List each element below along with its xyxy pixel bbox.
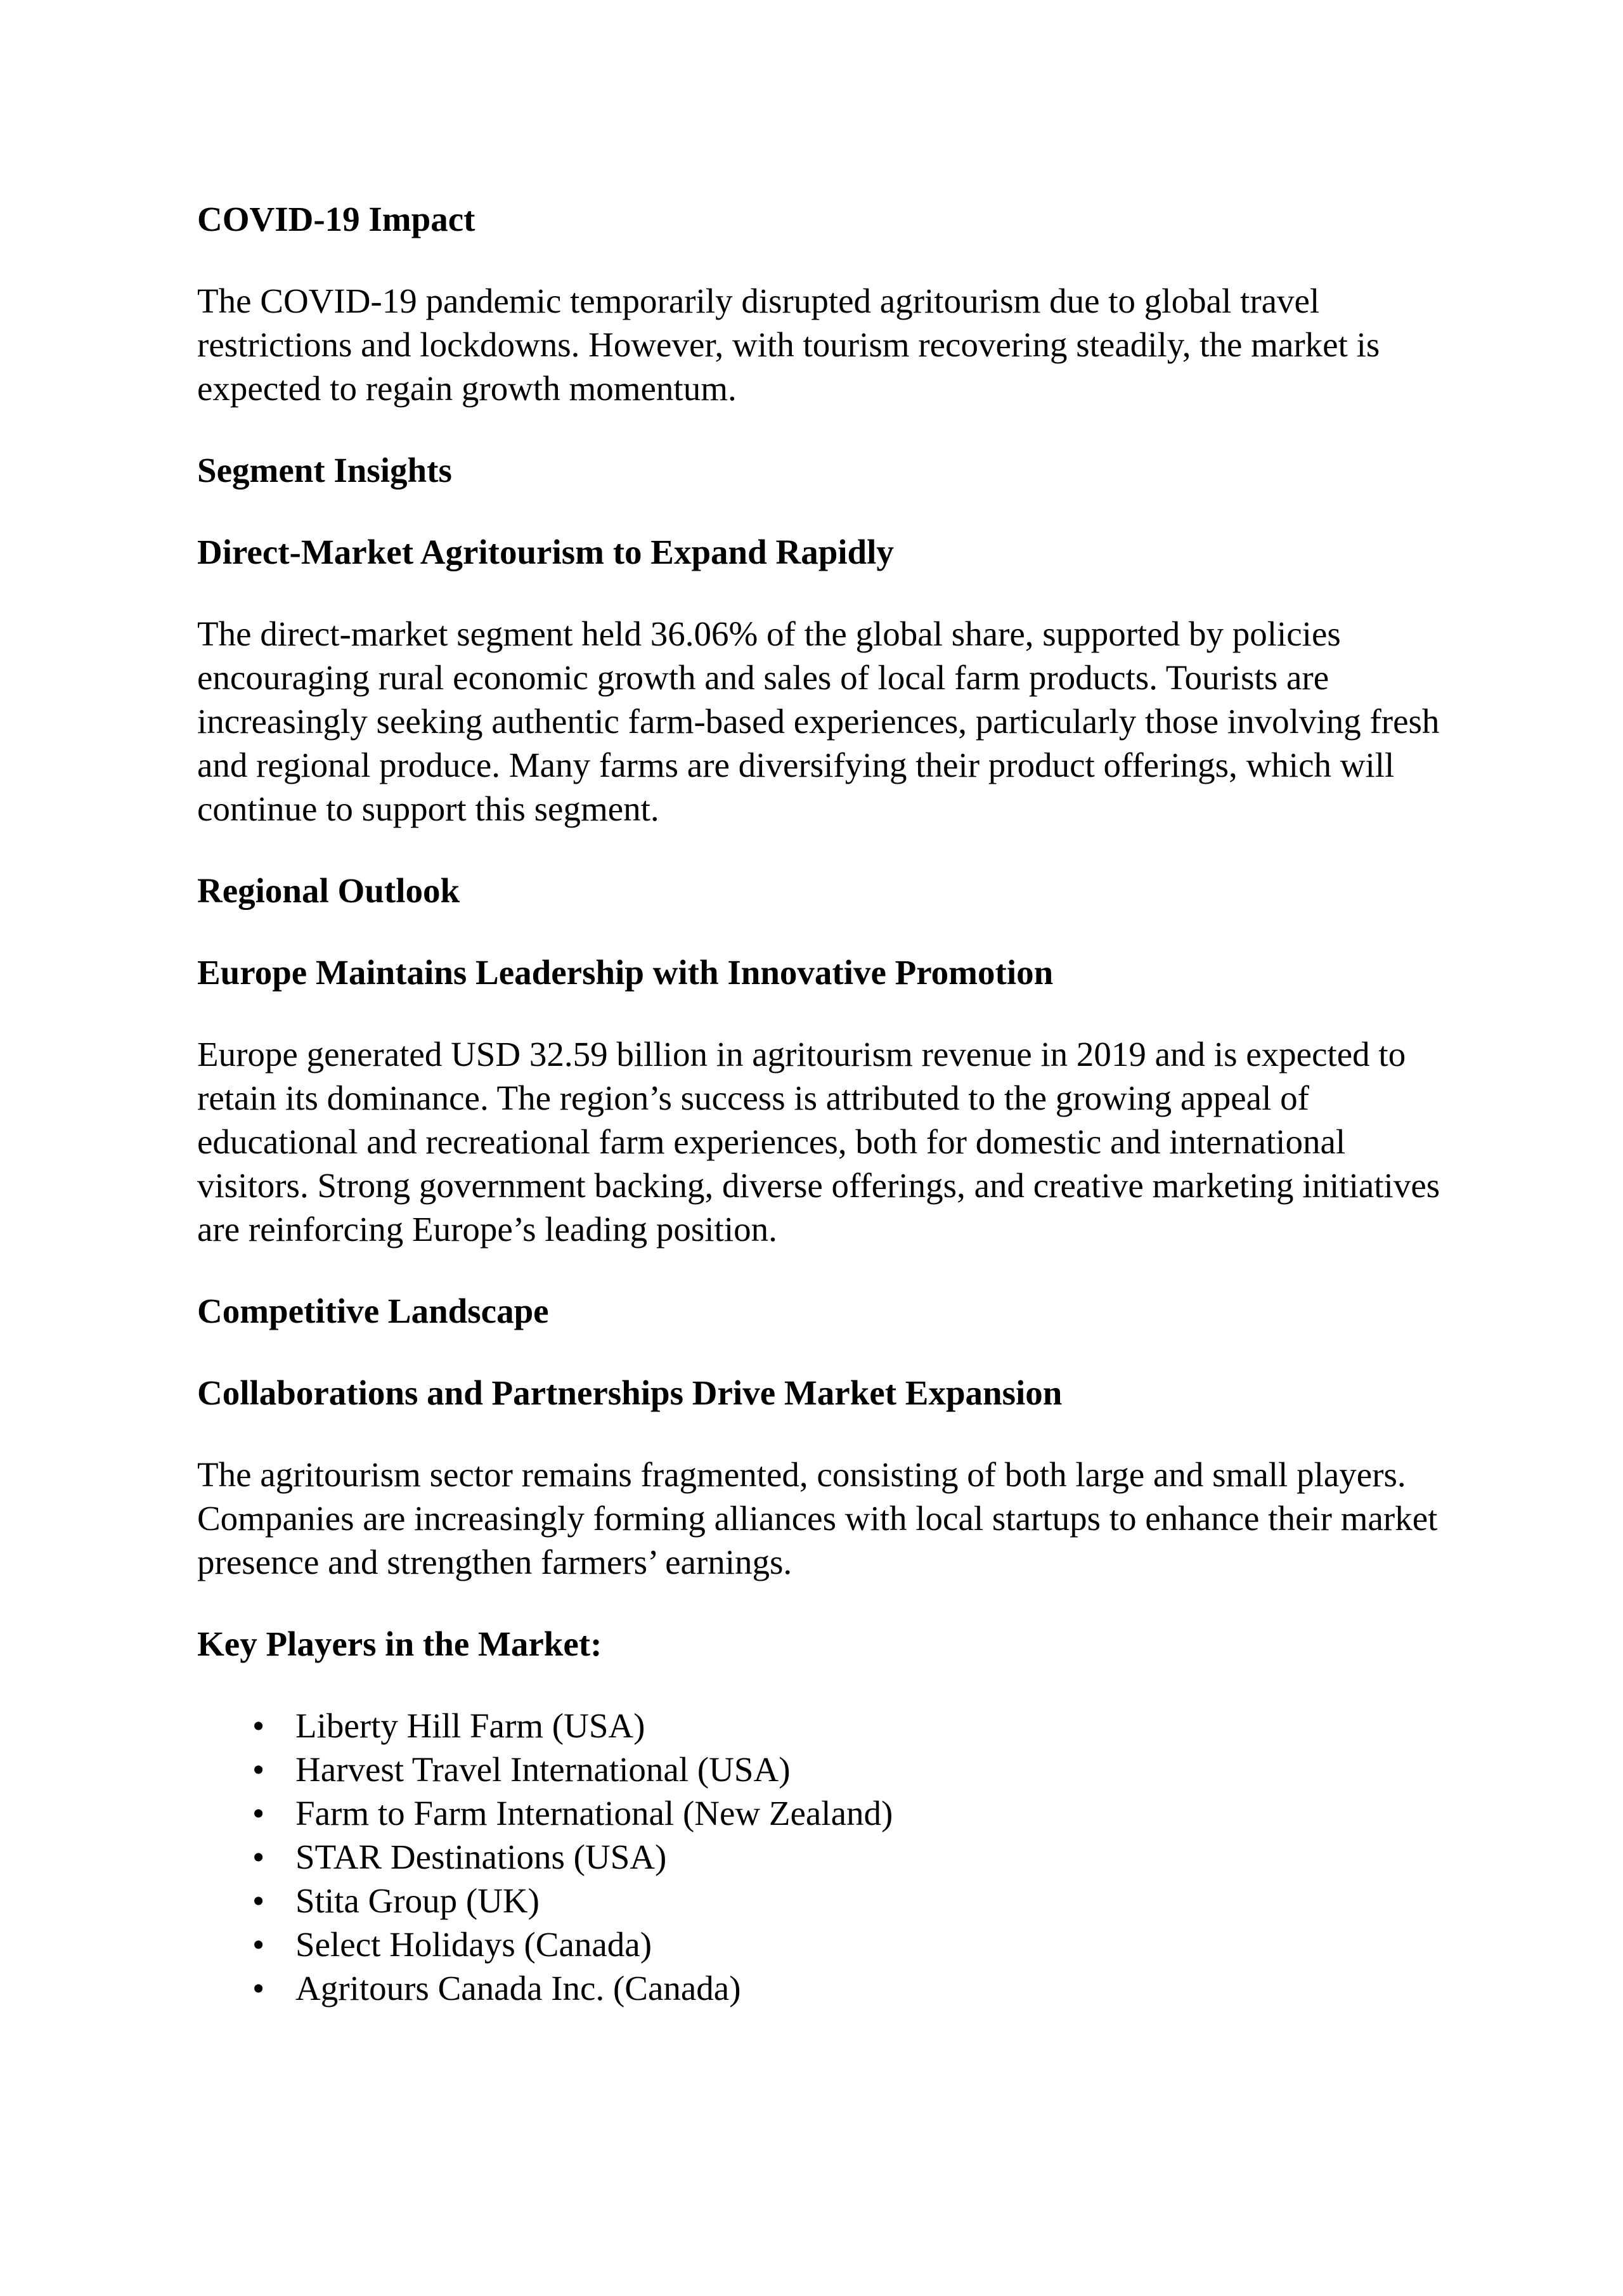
body-paragraph: The agritourism sector remains fragmented, consisting of both large and small players. Companies are increasingly forming alliances with local startups to enhance their market presence and strengthen farmers’ earnings. bbox=[197, 1455, 1438, 1581]
section-heading: Europe Maintains Leadership with Innovative Promotion bbox=[197, 953, 1054, 992]
bullet-icon: • bbox=[252, 1794, 265, 1832]
key-player-name: STAR Destinations (USA) bbox=[295, 1838, 667, 1876]
section-heading: Segment Insights bbox=[197, 451, 452, 490]
list-item bbox=[252, 1835, 1465, 1879]
list-item bbox=[252, 1923, 1465, 1966]
section-heading: Competitive Landscape bbox=[197, 1292, 549, 1330]
body-paragraph: The direct-market segment held 36.06% of the global share, supported by policies encouraging rural economic growth and sales of local farm products. Tourists are increasingly seeking authentic farm-based experiences, particularly those involving fresh and regional produce. Many farms are diversifying their product offerings, which will continue to support this segment. bbox=[197, 614, 1440, 828]
section-heading: Regional Outlook bbox=[197, 871, 460, 910]
list-item bbox=[252, 1791, 1465, 1835]
key-player-name: Select Holidays (Canada) bbox=[295, 1925, 652, 1964]
key-player-name: Liberty Hill Farm (USA) bbox=[295, 1706, 645, 1745]
bullet-icon: • bbox=[252, 1838, 265, 1876]
section-heading: Collaborations and Partnerships Drive Market Expansion bbox=[197, 1373, 1063, 1412]
list-item bbox=[252, 1748, 1465, 1791]
bullet-icon: • bbox=[252, 1706, 265, 1745]
body-paragraph: The COVID-19 pandemic temporarily disrupted agritourism due to global travel restrictions and lockdowns. However, with tourism recovering steadily, the market is expected to regain growth momentum. bbox=[197, 282, 1380, 408]
bullet-icon: • bbox=[252, 1969, 265, 2007]
key-players-list bbox=[197, 1704, 1465, 2010]
bullet-icon: • bbox=[252, 1881, 265, 1920]
list-item bbox=[252, 1704, 1465, 1748]
bullet-icon: • bbox=[252, 1750, 265, 1789]
list-item bbox=[252, 1879, 1465, 1923]
list-item bbox=[252, 1966, 1465, 2010]
key-player-name: Stita Group (UK) bbox=[295, 1881, 540, 1920]
bullet-icon: • bbox=[252, 1925, 265, 1964]
section-heading: COVID-19 Impact bbox=[197, 200, 475, 238]
body-paragraph: Europe generated USD 32.59 billion in agritourism revenue in 2019 and is expected to retain its dominance. The region’s success is attributed to the growing appeal of educational and recreational farm experiences, both for domestic and international visitors. Strong government backing, diverse offerings, and creative marketing initiatives are reinforcing Europe’s leading position. bbox=[197, 1035, 1440, 1249]
section-heading: Direct-Market Agritourism to Expand Rapidly bbox=[197, 533, 894, 571]
key-player-name: Farm to Farm International (New Zealand) bbox=[295, 1794, 893, 1832]
key-player-name: Agritours Canada Inc. (Canada) bbox=[295, 1969, 741, 2007]
section-heading: Key Players in the Market: bbox=[197, 1625, 602, 1663]
key-player-name: Harvest Travel International (USA) bbox=[295, 1750, 791, 1789]
